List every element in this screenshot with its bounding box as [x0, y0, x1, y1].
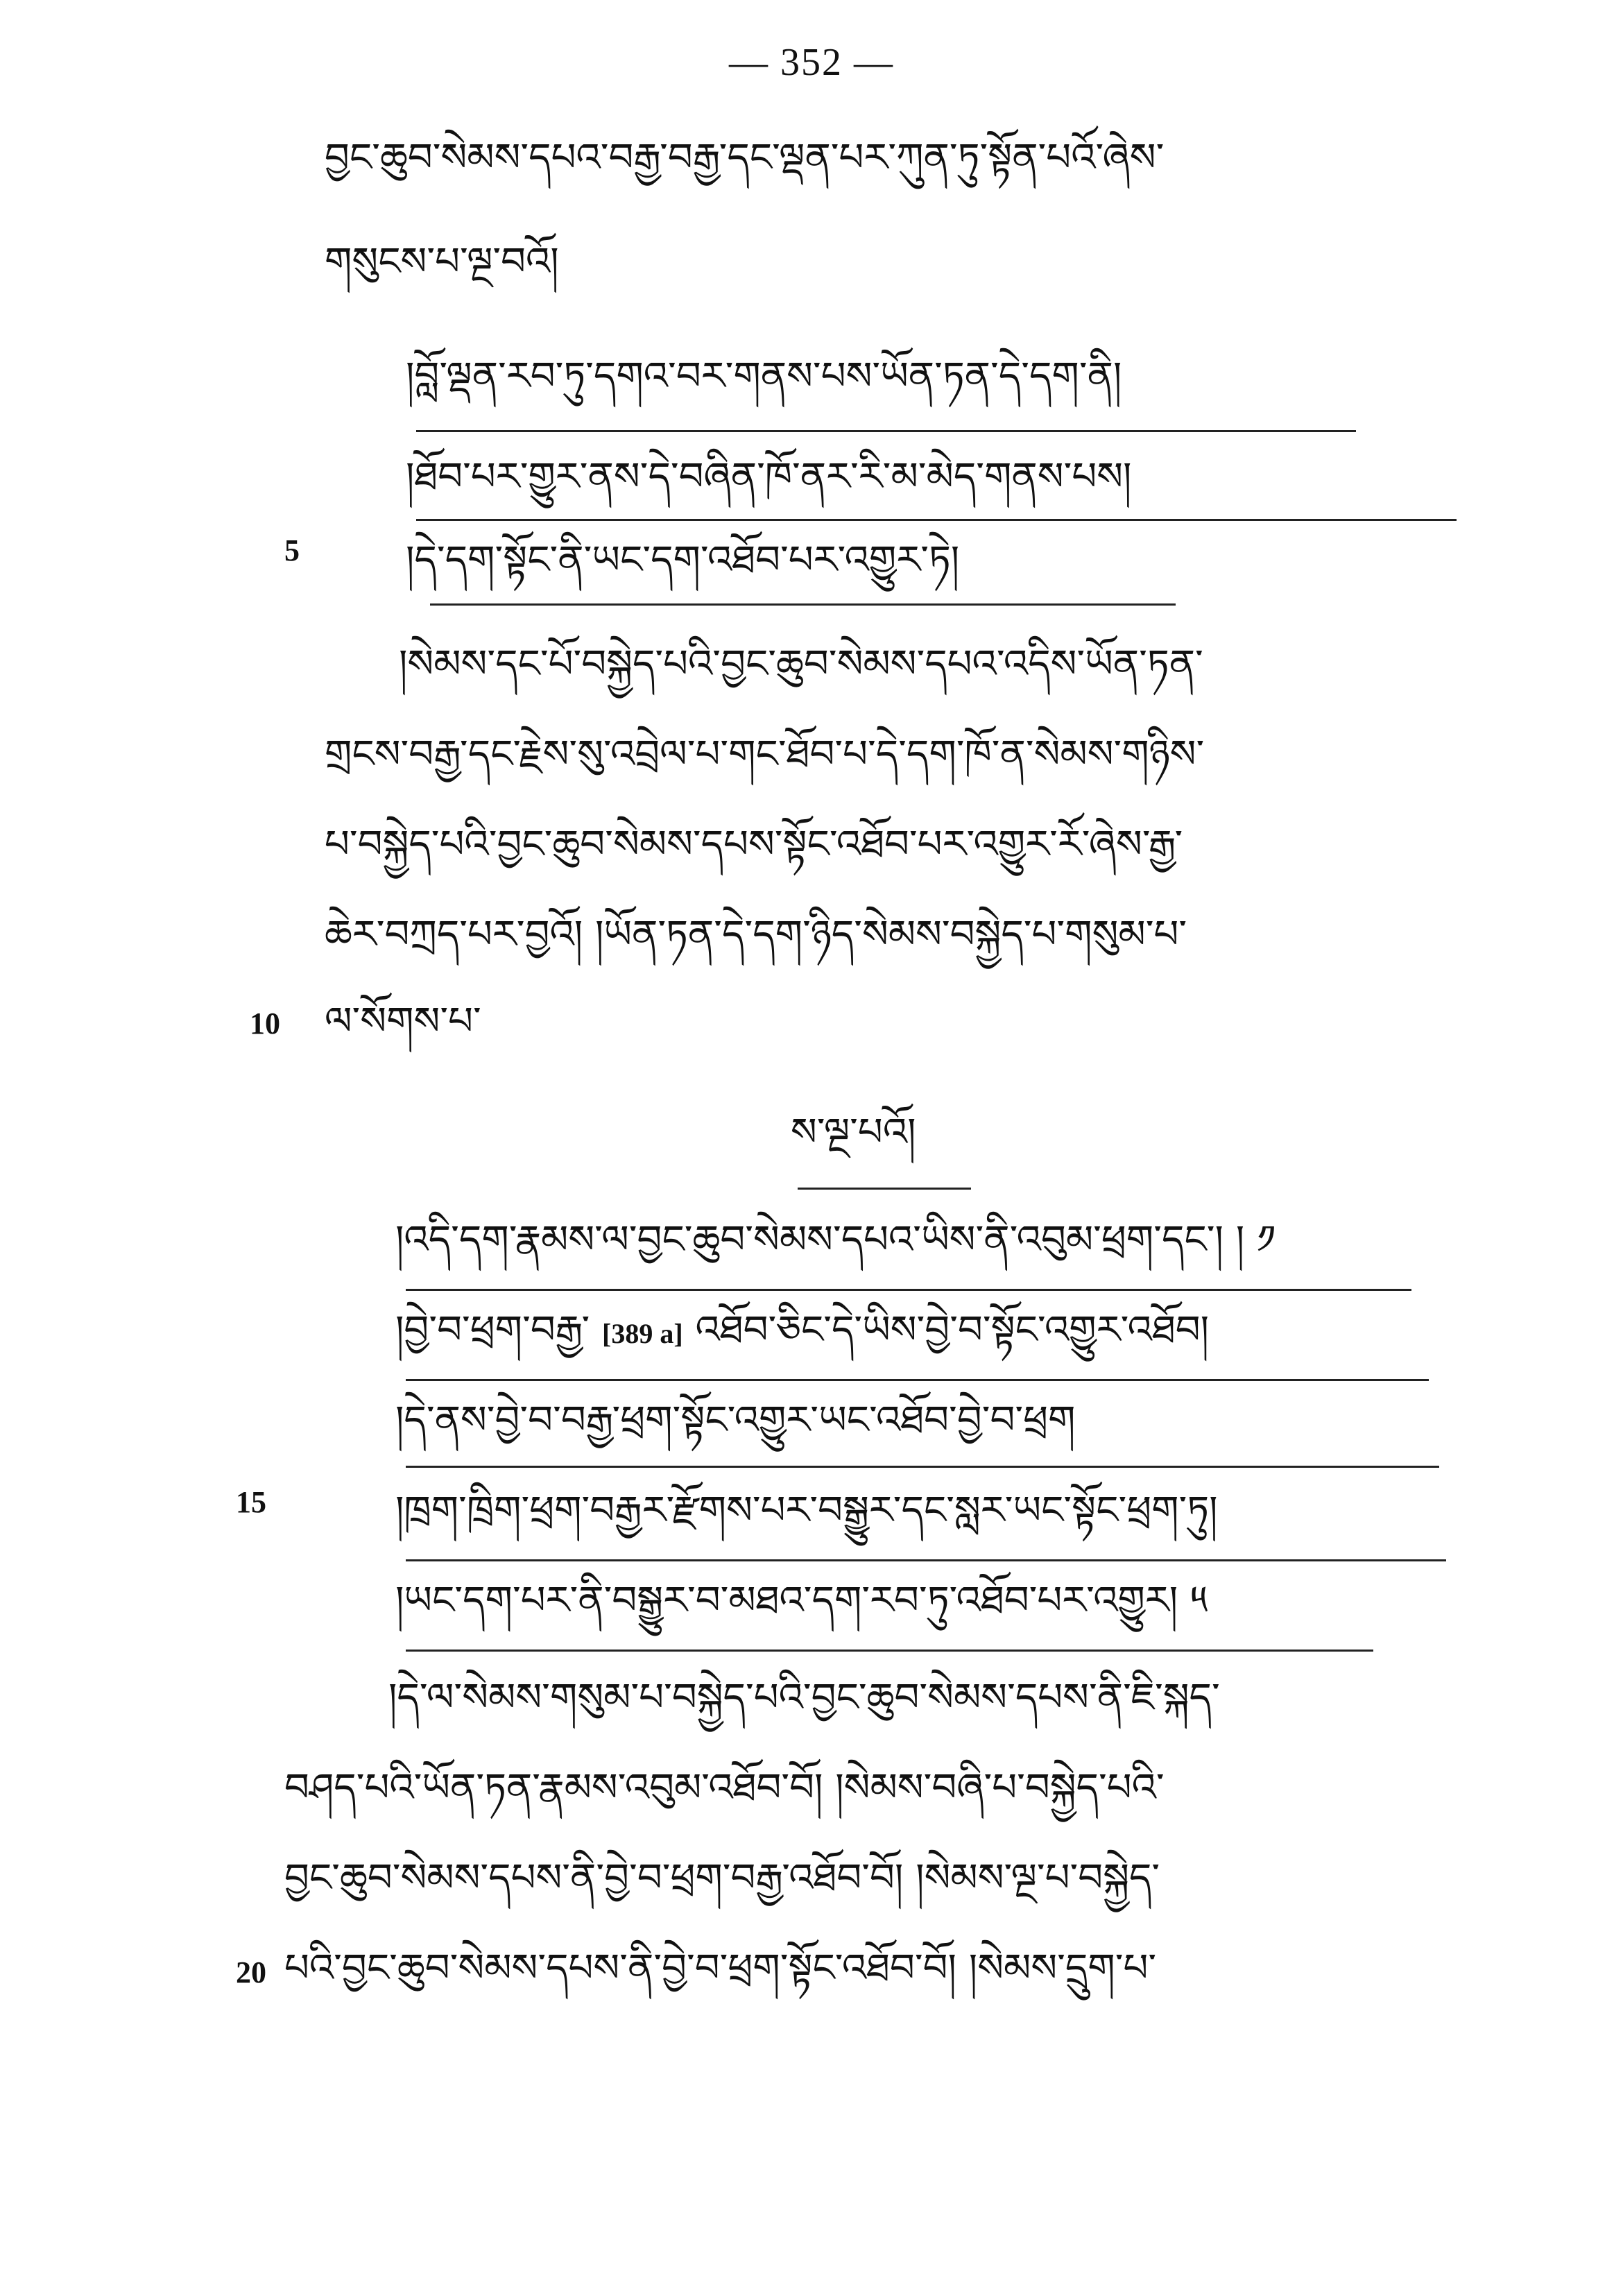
commentary-line-7: བཤད་པའི་ཡོན་ཏན་རྣམས་འབུམ་འཐོབ་བོ། །སེམས་བཞི་པ་བསྐྱེད་པའི་ [284, 1765, 1165, 1810]
commentary-line-8: བྱང་ཆུབ་སེམས་དཔས་ནི་བྱེ་བ་ཕྲག་བརྒྱ་འཐོབ་བོ། །སེམས་ལྔ་པ་བསྐྱེད་ [284, 1856, 1160, 1901]
verse-rule [416, 430, 1356, 432]
commentary-line-4: ཆེར་བཀྲད་པར་བྱའོ། །ཡོན་ཏན་དེ་དག་ཉིད་སེམས་བསྐྱེད་པ་གསུམ་པ་ [325, 912, 1187, 957]
commentary-line-3: པ་བསྐྱེད་པའི་བྱང་ཆུབ་སེམས་དཔས་སྟོང་འཐོབ་པར་འགྱུར་རོ་ཞེས་རྒྱ་ [325, 822, 1183, 867]
verse-line-7: །ཁྲག་ཁྲིག་ཕྲག་བརྒྱར་རྫོགས་པར་བསྒྱུར་དང་སླར་ཡང་སྟོང་ཕྲག་ཏུ། [395, 1488, 1218, 1533]
commentary-line-6: །དེ་ལ་སེམས་གསུམ་པ་བསྐྱེད་པའི་བྱང་ཆུབ་སེམས་དཔས་ནི་ཇི་སྐད་ [388, 1675, 1220, 1720]
verse-line-5-part-1: །བྱེ་བ་ཕྲག་བརྒྱ་ [395, 1308, 590, 1353]
commentary-line-5: ལ་སོགས་པ་ [325, 999, 481, 1044]
commentary-line-1: །སེམས་དང་པོ་བསྐྱེད་པའི་བྱང་ཆུབ་སེམས་དཔའ་འདིས་ཡོན་ཏན་ [399, 642, 1203, 687]
verse-rule [430, 603, 1176, 606]
commentary-line-2: གྲངས་བརྒྱ་དང་རྗེས་སུ་འབྲེལ་པ་གང་ཐོབ་པ་དེ་དག་ཁོ་ན་སེམས་གཉིས་ [325, 732, 1205, 777]
verse-rule [406, 1559, 1446, 1561]
verse-rule [406, 1466, 1439, 1468]
text-line-1: བྱང་ཆུབ་སེམས་དཔའ་བརྒྱ་བརྒྱ་དང་ལྡན་པར་ཀུན་ཏུ་སྟོན་པའོ་ཞེས་ [325, 135, 1165, 180]
verse-rule [406, 1650, 1373, 1652]
line-number-15: 15 [236, 1485, 266, 1519]
section-title-rule [798, 1188, 971, 1190]
line-number-20: 20 [236, 1955, 266, 1989]
verse-line-5 [395, 1308, 1210, 1353]
page-number: — 352 — [729, 41, 894, 84]
text-line-2: གསུངས་པ་ལྔ་བའོ། [325, 239, 559, 284]
line-number-5: 5 [284, 533, 300, 567]
folio-reference: [389 a] [602, 1318, 683, 1349]
verse-line-6: །དེ་ནས་བྱེ་བ་བརྒྱ་ཕྲག་སྟོང་འགྱུར་ཡང་འཐོབ་བྱེ་བ་ཕྲག [395, 1398, 1076, 1443]
verse-line-2: །ཐོབ་པར་གྱུར་ནས་དེ་བཞིན་ཁོ་ནར་རི་མ་མེད་གནས་པས། [406, 454, 1132, 499]
section-title: ས་ལྔ་པའོ། [791, 1110, 916, 1155]
verse-rule [406, 1289, 1411, 1291]
line-number-10: 10 [250, 1006, 280, 1040]
verse-line-8: །ཡང་དག་པར་ནི་བསྒྱུར་བ་མཐའ་དག་རབ་ཏུ་འཐོབ་པར་འགྱུར། ༥ [395, 1578, 1208, 1623]
verse-line-1: །བློ་ལྡན་རབ་ཏུ་དགའ་བར་གནས་པས་ཡོན་ཏན་དེ་དག་ནི། [406, 354, 1122, 399]
verse-line-4: །འདི་དག་རྣམས་ལ་བྱང་ཆུབ་སེམས་དཔའ་ཡིས་ནི་འབུམ་ཕྲག་དང་། ། ༡ [395, 1217, 1276, 1262]
verse-line-3: །དེ་དག་སྟོང་ནི་ཡང་དག་འཐོབ་པར་འགྱུར་ཏེ། [406, 538, 960, 583]
verse-line-5-part-2: འཐོབ་ཅིང་དེ་ཡིས་བྱེ་བ་སྟོང་འགྱུར་འཐོབ། [695, 1308, 1210, 1353]
verse-rule [416, 519, 1457, 521]
verse-rule [406, 1379, 1429, 1381]
commentary-line-9: པའི་བྱང་ཆུབ་སེམས་དཔས་ནི་བྱེ་བ་ཕྲག་སྟོང་འཐོབ་བོ། །སེམས་དྲུག་པ་ [284, 1946, 1157, 1991]
